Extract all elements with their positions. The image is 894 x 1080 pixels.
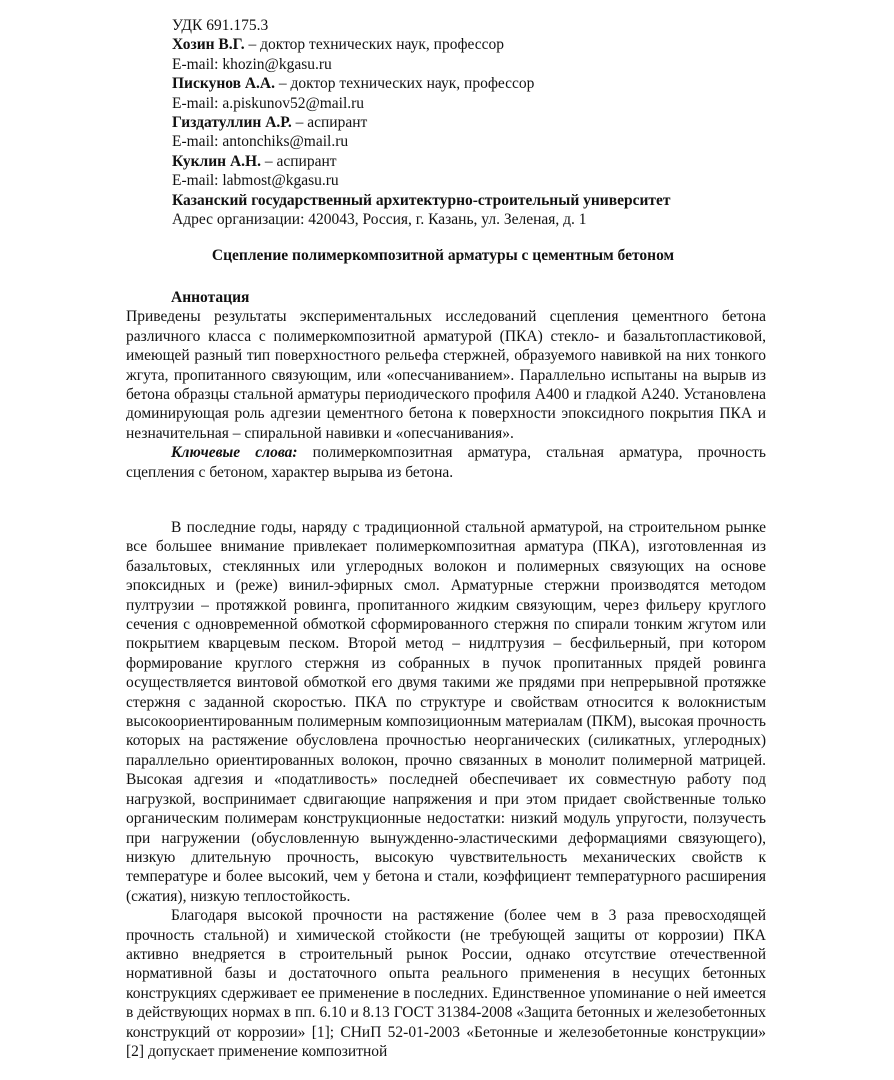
author-email[interactable]: E-mail: labmost@kgasu.ru (172, 172, 339, 190)
author-role: – доктор технических наук, профессор (275, 75, 535, 93)
article-title: Сцепление полимеркомпозитной арматуры с цементным бетоном (211, 247, 675, 264)
udc-code: УДК 691.175.3 (172, 17, 269, 34)
author-role: – аспирант (291, 113, 368, 131)
author-role: – доктор технических наук, профессор (244, 36, 505, 54)
author-name: Гиздатуллин А.Р. (172, 113, 292, 131)
author-line (172, 113, 852, 132)
article-metadata (172, 16, 852, 229)
body-paragraph: Благодаря высокой прочности на растяжение (более чем в 3 раза превосходящей прочность стальной) и химической стойкости (не требующей защиты от коррозии) ПКА активно внедряется в строительный рынок России, однако отсутствие отечественной нормативной базы и достаточного опыта реального применения в несущих бетонных конструкциях сдерживает ее применение в последних. Единственное упоминание о ней имеется в действующих нормах в пп. 6.10 и 8.13 ГОСТ 31384-2008 «Защита бетонных и железобетонных конструкций от коррозии» [1]; СНиП 52-01-2003 «Бетонные и железобетонные конструкции» [2] допускает применение композитной (126, 907, 766, 1060)
author-name: Куклин А.Н. (172, 152, 261, 170)
abstract-heading: Аннотация (171, 289, 250, 306)
organization: Казанский государственный архитектурно-строительный университет (172, 191, 671, 209)
author-line (172, 35, 852, 54)
body-paragraph: В последние годы, наряду с традиционной стальной арматурой, на строительном рынке все большее внимание привлекает полимеркомпозитная арматура (ПКА), изготовленная из базальтовых, стеклянных или углеродных волокон и полимерных связующих на основе эпоксидных и (реже) винил-эфирных смол. Арматурные стержни производятся методом пултрузии – протяжкой ровинга, пропитанного жидким связующим, через фильеру круглого сечения с одновременной обмоткой сформированного стержня по спирали тонким жгутом или покрытием кварцевым песком. Второй метод – нидлтрузия – бесфильерный, при котором формирование круглого стержня из собранных в пучок пропитанных прядей ровинга осуществляется винтовой обмоткой его двумя такими же прядями при непрерывной протяжке стержня с заданной скоростью. ПКА по структуре и свойствам относится к волокнистым высокоориентированным полимерным композиционным материалам (ПКМ), высокая прочность которых на растяжение обусловлена прочностью неорганических (силикатных, углеродных) параллельно ориентированных волокон, прочно связанных в монолит полимерной матрицей. Высокая адгезия и «податливость» последней обеспечивает их совместную работу под нагрузкой, воспринимает сдвигающие напряжения и при этом придает свойственные только органическим полимерам конструкционные недостатки: низкий модуль упругости, ползучесть при нагружении (обусловленную вынужденно-эластическими деформациями связующего), низкую длительную прочность, высокую чувствительность механических свойств к температуре и более высокий, чем у бетона и стали, коэффициент температурного расширения (сжатия), низкую теплостойкость. (126, 519, 766, 905)
author-email[interactable]: E-mail: a.piskunov52@mail.ru (172, 94, 365, 112)
abstract-section (126, 288, 766, 482)
author-role: – аспирант (260, 152, 337, 170)
abstract-text: Приведены результаты экспериментальных исследований сцепления цементного бетона различного класса с полимеркомпозитной арматурой (ПКА) стекло- и базальтопластиковой, имеющей разный тип поверхностного рельефа стержней, образуемого навивкой на них тонкого жгута, пропитанного связующим, или «опесчаниванием». Параллельно испытаны на вырыв из бетона образцы стальной арматуры периодического профиля А400 и гладкой А240. Установлена доминирующая роль адгезии цементного бетона к поверхности эпоксидного покрытия ПКА и незначительная – спиральной навивки и «опесчанивания». (126, 308, 766, 442)
keywords (126, 443, 766, 482)
author-line (172, 74, 852, 93)
organization-address: Адрес организации: 420043, Россия, г. Казань, ул. Зеленая, д. 1 (172, 210, 587, 228)
article-body (126, 518, 766, 1061)
keywords-label: Ключевые слова: (171, 444, 298, 462)
author-email[interactable]: E-mail: khozin@kgasu.ru (172, 55, 332, 73)
keywords-text: полимеркомпозитная арматура, стальная арматура, прочность сцепления с бетоном, характер вырыва из бетона. (126, 444, 766, 481)
author-name: Пискунов А.А. (172, 75, 276, 93)
author-email[interactable]: E-mail: antonchiks@mail.ru (172, 133, 349, 151)
author-name: Хозин В.Г. (172, 36, 245, 54)
author-line (172, 152, 852, 171)
